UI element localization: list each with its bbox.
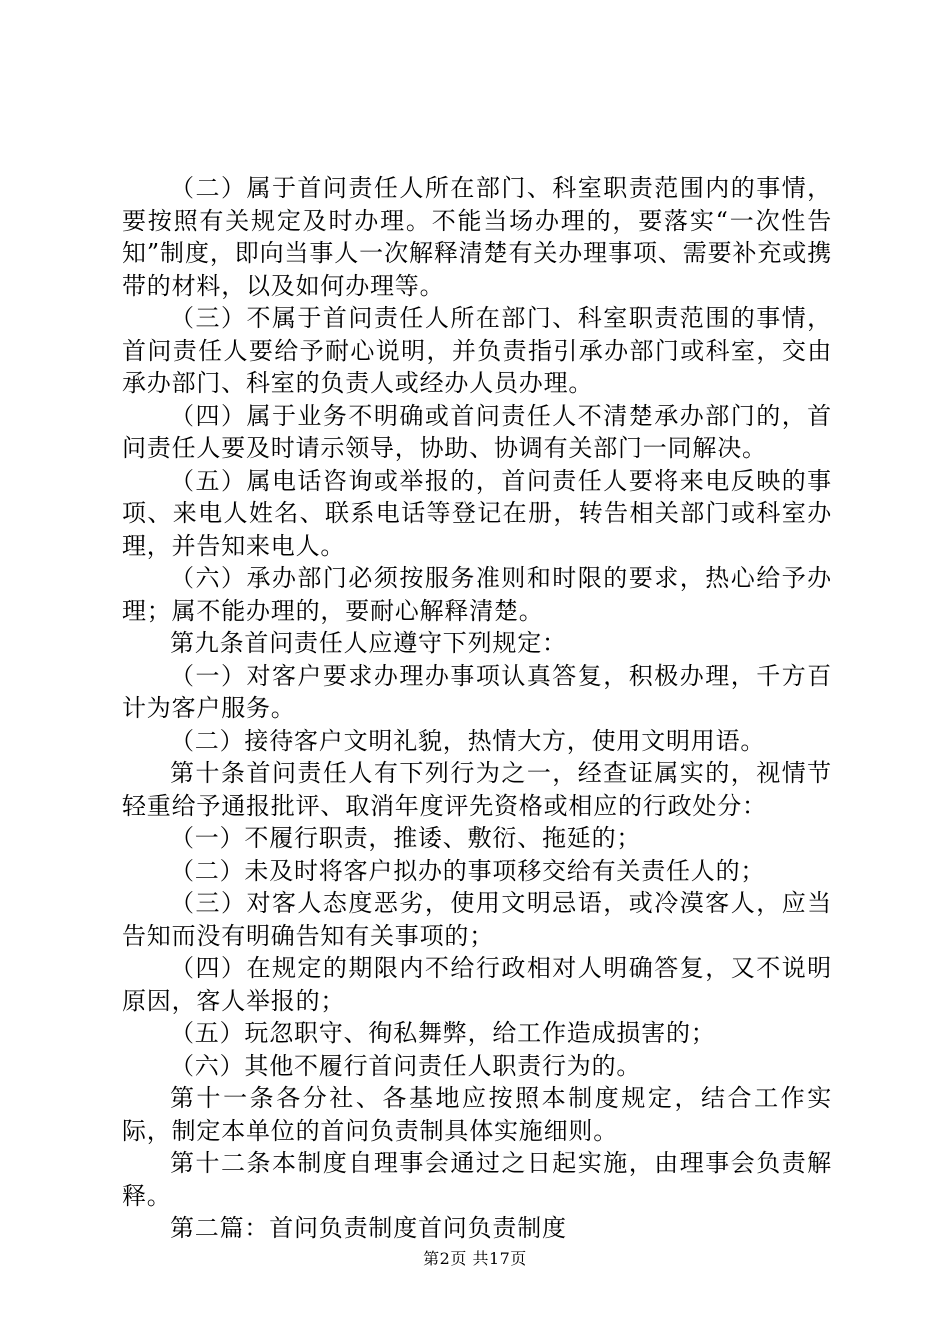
article-9-item-2: （二）接待客户文明礼貌，热情大方，使用文明用语。 [170,726,766,755]
article-10-item-1: （一）不履行职责，推诿、敷衍、拖延的； [170,824,642,852]
paragraph-5: （五）属电话咨询或举报的，首问责任人要将来电反映的事项、来电人姓名、联系电话等登记在册，转告相关部门或科室办理，并告知来电人。 [122,466,832,560]
article-9-heading: 第九条首问责任人应遵守下列规定： [170,629,567,657]
article-9-item-1: （一）对客户要求办理办事项认真答复，积极办理，千方百计为客户服务。 [122,661,832,722]
paragraph-3: （三）不属于首问责任人所在部门、科室职责范围的事情，首问责任人要给予耐心说明，并负责指引承办部门或科室，交由承办部门、科室的负责人或经办人员办理。 [122,304,832,397]
section-heading: 第二篇：首问负责制度首问负责制度 [170,1214,567,1242]
paragraph-4: （四）属于业务不明确或首问责任人不清楚承办部门的，首问责任人要及时请示领导，协助、协调有关部门一同解决。 [122,401,832,462]
document-body [122,172,832,1245]
article-10-item-4: （四）在规定的期限内不给行政相对人明确答复，又不说明原因，客人举报的； [122,954,832,1015]
article-10-item-2: （二）未及时将客户拟办的事项移交给有关责任人的； [170,856,766,885]
article-10-item-5: （五）玩忽职守、徇私舞弊，给工作造成损害的； [170,1019,716,1047]
article-10-item-6: （六）其他不履行首问责任人职责行为的。 [170,1051,642,1080]
article-10-item-3: （三）对客人态度恶劣，使用文明忌语，或冷漠客人，应当告知而没有明确告知有关事项的； [122,889,832,950]
article-10-heading: 第十条首问责任人有下列行为之一，经查证属实的，视情节轻重给予通报批评、取消年度评先资格或相应的行政处分： [122,759,832,820]
page-number-footer: 第2页 共17页 [423,1249,527,1268]
article-12: 第十二条本制度自理事会通过之日起实施，由理事会负责解释。 [122,1149,832,1210]
paragraph-2: （二）属于首问责任人所在部门、科室职责范围内的事情，要按照有关规定及时办理。不能当场办理的，要落实“一次性告知”制度，即向当事人一次解释清楚有关办理事项、需要补充或携带的材料，以及如何办理等。 [122,174,832,300]
article-11: 第十一条各分社、各基地应按照本制度规定，结合工作实际，制定本单位的首问负责制具体实施细则。 [122,1084,832,1145]
paragraph-6: （六）承办部门必须按服务准则和时限的要求，热心给予办理；属不能办理的，要耐心解释清楚。 [122,564,832,625]
